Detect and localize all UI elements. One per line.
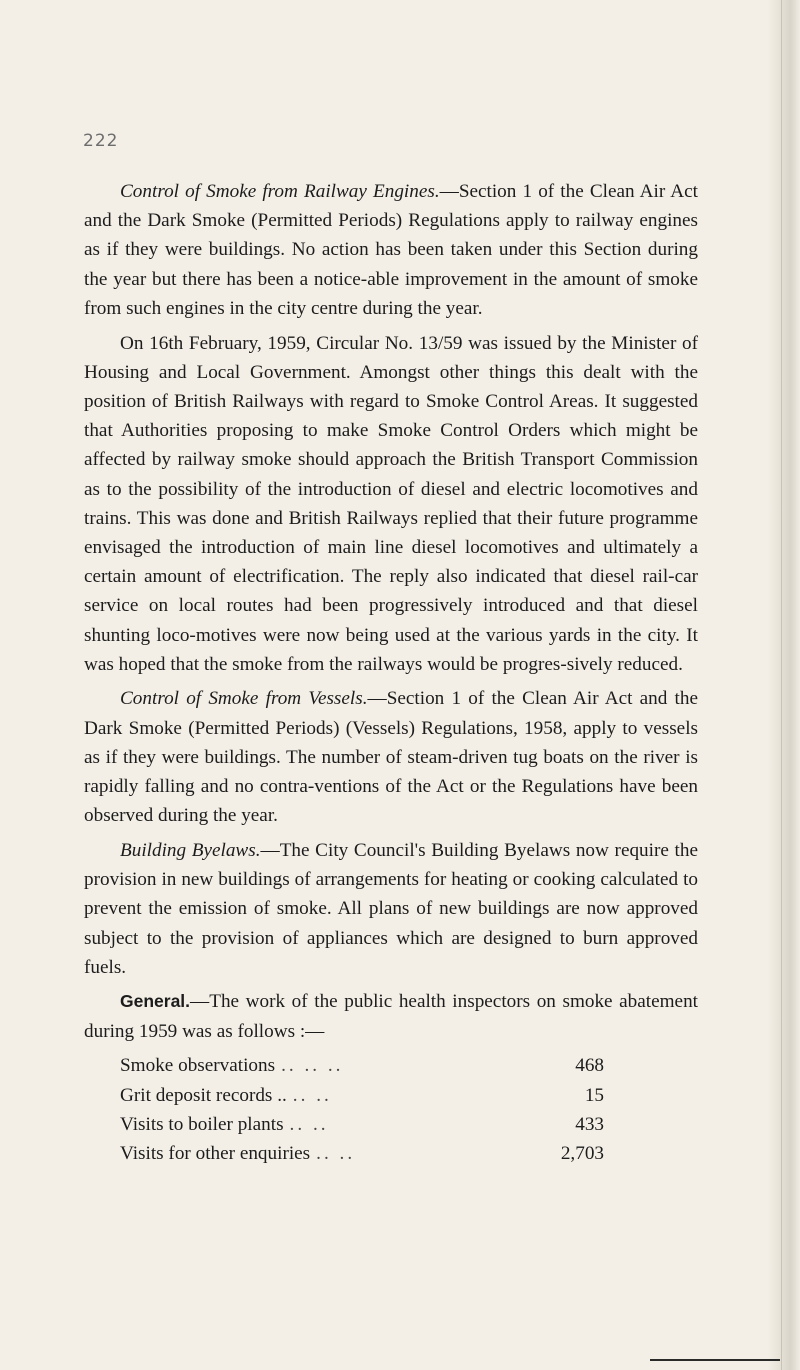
paragraph-heading: Control of Smoke from Vessels.: [120, 688, 368, 710]
page-edge: [768, 0, 800, 1370]
heading-dash: —: [367, 688, 387, 710]
paragraph-text: Section 1 of the Clean Air Act and the Dark Smoke (Permitted Periods) Regulations apply to railway engines as if they were buildings. No action has been taken under this Section during the year but there has been a notice-able improvement in the amount of smoke from such engines in the city centre during the year.: [84, 181, 698, 319]
paragraph-vessels: [84, 684, 698, 830]
stat-value: 2,703: [560, 1142, 604, 1164]
stat-leader: .. ..: [289, 1113, 329, 1135]
paragraph-heading: Building Byelaws.: [120, 839, 261, 861]
stat-value: 15: [584, 1084, 604, 1106]
heading-dash: —: [260, 839, 280, 861]
stat-value: 468: [575, 1055, 604, 1077]
paragraph-text: The work of the public health inspectors on smoke abatement during 1959 was as follows :—: [84, 991, 698, 1042]
stat-row: [120, 1110, 604, 1139]
stat-leader: .. .. ..: [281, 1055, 344, 1077]
stat-row: [120, 1081, 604, 1110]
bottom-rule: [650, 1359, 780, 1361]
stat-row: [120, 1139, 604, 1168]
stat-leader: .. ..: [292, 1084, 332, 1106]
stat-label: Visits to boiler plants: [120, 1113, 284, 1135]
document-body: [84, 177, 698, 1168]
paragraph-general: [84, 987, 698, 1045]
stat-label: Visits for other enquiries: [120, 1142, 311, 1164]
binding-line: [781, 0, 782, 1370]
inspection-stats-table: [120, 1051, 604, 1168]
paragraph-text: Section 1 of the Clean Air Act and the Dark Smoke (Permitted Periods) (Vessels) Regulations, 1958, apply to vessels as if they were buildings. The number of steam-driven tug boats on the river is rapidly falling and no contra-ventions of the Act or the Regulations have been observed during the year.: [84, 688, 698, 827]
stat-label: Smoke observations: [120, 1055, 276, 1077]
heading-dash: —: [439, 181, 459, 202]
stat-leader: .. ..: [316, 1142, 356, 1164]
paragraph-text: On 16th February, 1959, Circular No. 13/59 was issued by the Minister of Housing and Local Government. Amongst other things this dealt with the position of British Railways with regard to Smoke Control Areas. It suggested that Authorities proposing to make Smoke Control Orders which might be affected by railway smoke should approach the British Transport Commission as to the possibility of the introduction of diesel and electric locomotives and trains. This was done and British Railways replied that their future programme envisaged the introduction of main line diesel locomotives and ultimately a certain amount of electrification. The reply also indicated that diesel rail-car service on local routes had been progressively introduced and that diesel shunting loco-motives were now being used at the various yards in the city. It was hoped that the smoke from the railways would be progres-sively reduced.: [84, 332, 698, 675]
paragraph-heading: Control of Smoke from Railway Engines.: [120, 181, 440, 202]
stat-value: 433: [575, 1113, 604, 1135]
paragraph-heading: General.: [120, 991, 191, 1012]
paragraph-circular: [84, 329, 698, 679]
page-number: 222: [83, 131, 119, 151]
paragraph-building-byelaws: [84, 836, 698, 982]
heading-dash: —: [190, 991, 210, 1013]
stat-row: [120, 1051, 604, 1080]
paragraph-text: The City Council's Building Byelaws now require the provision in new buildings of arrangements for heating or cooking calculated to prevent the emission of smoke. All plans of new buildings are now approved subject to the provision of appliances which are designed to burn approved fuels.: [84, 839, 698, 978]
stat-label: Grit deposit records ..: [120, 1084, 287, 1106]
paragraph-railway-engines: [84, 177, 698, 323]
